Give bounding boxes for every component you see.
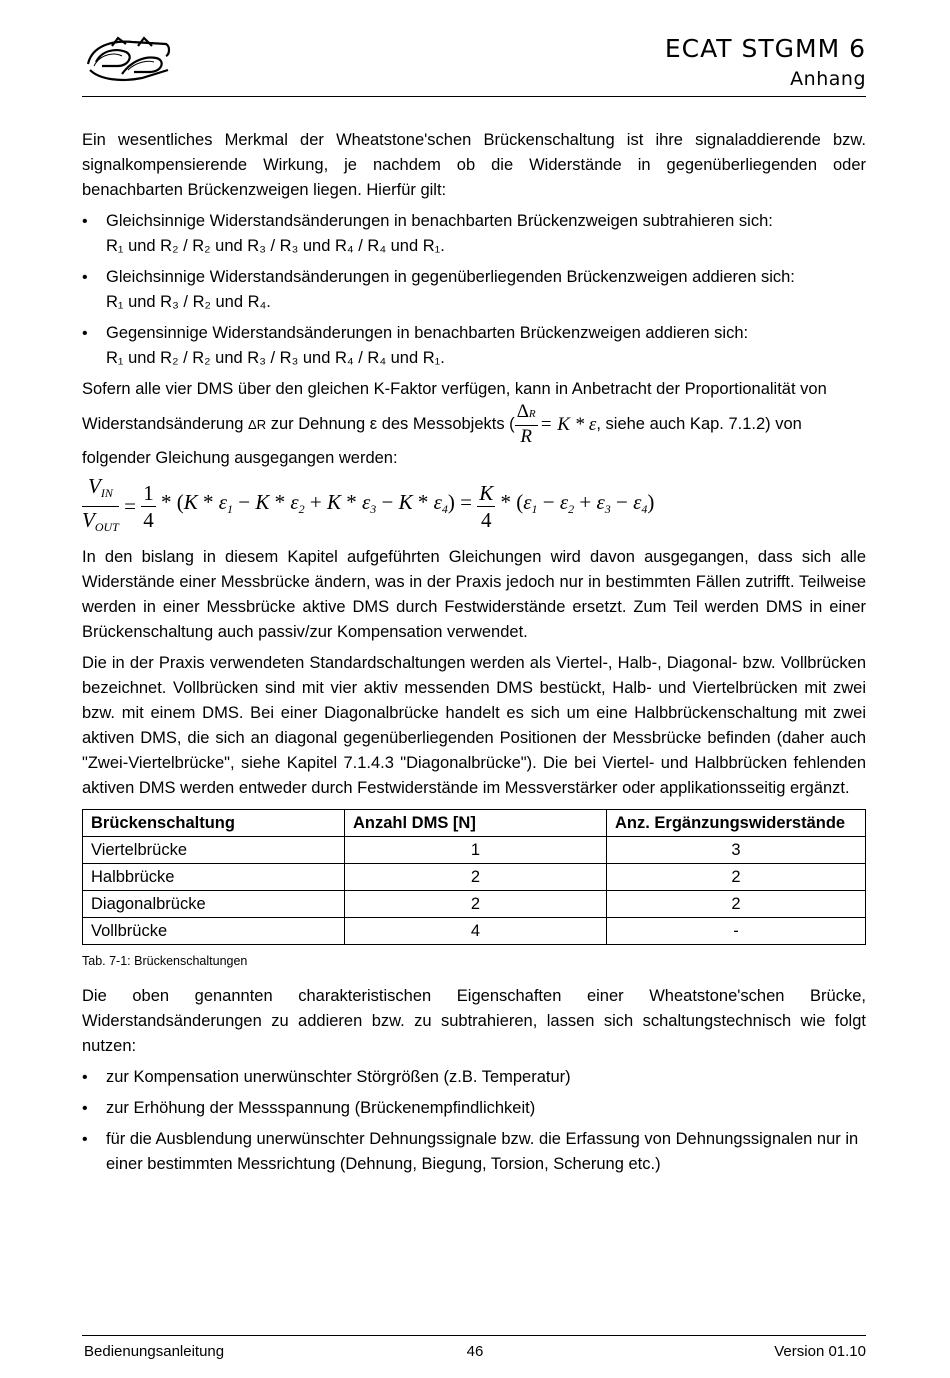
list-item: • Gegensinnige Widerstandsänderungen in benachbarten Brückenzweigen addieren sich: R₁ und R₂ / R₂ und R₃ / R₃ und R₄ / R₄ und R₁.: [82, 321, 866, 371]
intro-paragraph: Ein wesentliches Merkmal der Wheatstone'schen Brückenschaltung ist ihre signaladdierende bzw. signalkompensierende Wirkung, je nachdem ob die Widerstände in gegenüberliegenden oder benachbarten Brückenzweigen liegen. Hierfür gilt:: [82, 131, 866, 199]
list-item: • zur Kompensation unerwünschter Störgrößen (z.B. Temperatur): [82, 1065, 866, 1090]
kfactor-line: Sofern alle vier DMS über den gleichen K-Faktor verfügen, kann in Anbetracht der Proportionalität von: [82, 380, 827, 398]
column-header: Anzahl DMS [N]: [345, 810, 607, 837]
header-divider: [82, 96, 866, 97]
inline-fraction: $\frac{\Delta R}{R}$: [516, 400, 536, 447]
table-row: Vollbrücke 4 -: [83, 918, 866, 945]
document-subtitle: Anhang: [790, 68, 866, 90]
footer-divider: [82, 1335, 866, 1336]
table-caption: Tab. 7-1: Brückenschaltungen: [82, 954, 248, 968]
paragraph: Die oben genannten charakteristischen Eigenschaften einer Wheatstone'schen Brücke, Widerstandsänderungen zu addieren bzw. zu subtrahieren, lassen sich schaltungstechnisch wie folgt nutzen:: [82, 987, 866, 1055]
table-header-row: [83, 810, 866, 837]
column-header: Anz. Ergänzungswiderstände: [607, 810, 866, 837]
list-item: • für die Ausblendung unerwünschter Dehnungssignale bzw. die Erfassung von Dehnungssignalen nur in einer bestimmten Messrichtung (Dehnung, Biegung, Torsion, Scherung etc.): [82, 1127, 866, 1177]
page-content: [82, 128, 866, 1183]
bridge-table: [82, 809, 866, 945]
paragraph: Die in der Praxis verwendeten Standardschaltungen werden als Viertel-, Halb-, Diagonal- bzw. Vollbrücken bezeichnet. Vollbrücken sind mit vier aktiv messenden DMS bestückt, Halb- und Viertelbrücken mit zwei bzw. mit einem DMS. Bei einer Diagonalbrücke handelt es sich um eine Halbbrückenschaltung mit zwei aktiven DMS, die sich an diagonal gegenüberliegenden Positionen der Messbrücke befinden (daher auch "Zwei-Viertelbrücke", siehe Kapitel 7.1.4.3 "Diagonalbrücke"). Die bei Viertel- und Halbbrücken fehlenden aktiven DMS werden entweder durch Festwiderstände im Messverstärker oder applikationsseitig ergänzt.: [82, 654, 866, 797]
list-item: • Gleichsinnige Widerstandsänderungen in benachbarten Brückenzweigen subtrahieren sich: R₁ und R₂ / R₂ und R₃ / R₃ und R₄ / R₄ und R₁.: [82, 209, 866, 259]
bridge-equation: $\frac{\text{VIN}}{\text{VOUT}}$ = $\frac{1}{4}$ * (K * ε1 − K * ε2 + K * ε3 − K * ε4) = $\frac{K}{4}$ * (ε1 − ε2 + ε3 − ε4): [82, 473, 866, 539]
document-title: ECAT STGMM 6: [664, 34, 866, 63]
bullet-list-2: [82, 1065, 866, 1177]
list-item: • Gleichsinnige Widerstandsänderungen in gegenüberliegenden Brückenzweigen addieren sich: R₁ und R₃ / R₂ und R₄.: [82, 265, 866, 315]
table-row: Halbbrücke 2 2: [83, 864, 866, 891]
bullet-list-1: [82, 209, 866, 371]
column-header: Brückenschaltung: [83, 810, 345, 837]
vin-vout-fraction: $\frac{\text{VIN}}{\text{VOUT}}$: [82, 473, 119, 534]
company-logo: [82, 34, 174, 86]
footer-doc-type: Bedienungsanleitung: [84, 1343, 225, 1360]
table-row: Diagonalbrücke 2 2: [83, 891, 866, 918]
kfactor-formula-line: Widerstandsänderung ΔR zur Dehnung ε des Messobjekts ( $\frac{\Delta R}{R}$ = K * ε , siehe auch Kap. 7.1.2) von: [82, 400, 802, 447]
kfactor-line-3: folgender Gleichung ausgegangen werden:: [82, 449, 398, 467]
page-number: 46: [466, 1343, 484, 1360]
paragraph: In den bislang in diesem Kapitel aufgeführten Gleichungen wird davon ausgegangen, dass sich alle Widerstände einer Messbrücke ändern, was in der Praxis jedoch nur in bestimmten Fällen zutrifft. Teilweise werden in einer Messbrücke aktive DMS durch Festwiderstände ersetzt. Zum Teil werden DMS in einer Brückenschaltung auch passiv/zur Kompensation verwendet.: [82, 548, 866, 641]
table-row: Viertelbrücke 1 3: [83, 837, 866, 864]
footer-version: Version 01.10: [774, 1343, 866, 1360]
list-item: • zur Erhöhung der Messspannung (Brückenempfindlichkeit): [82, 1096, 866, 1121]
